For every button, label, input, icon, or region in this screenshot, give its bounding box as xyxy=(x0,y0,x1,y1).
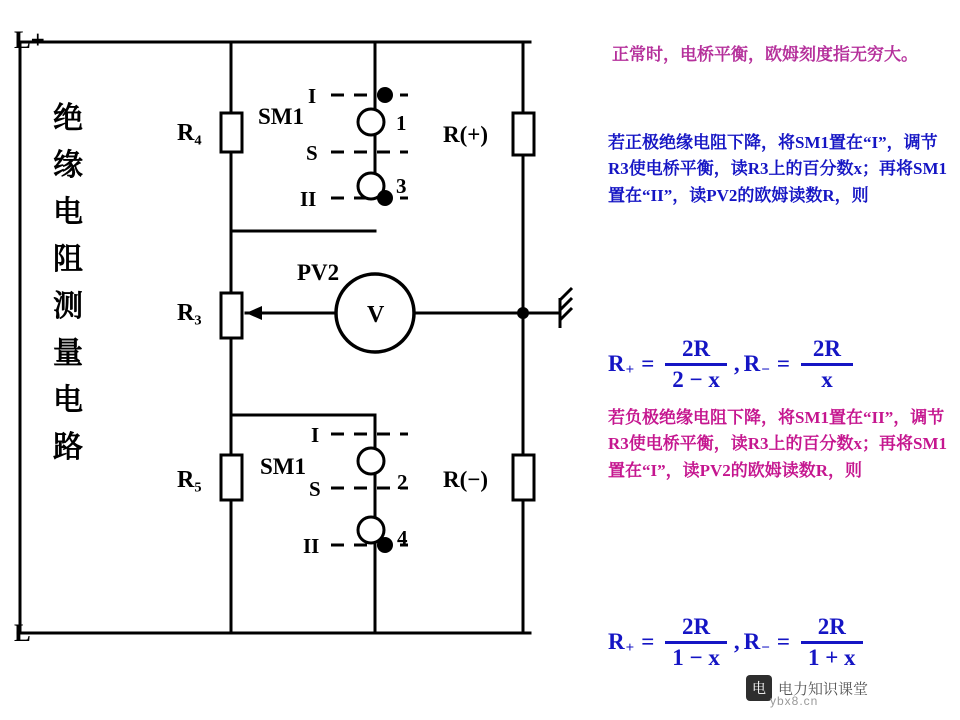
title-char-3: 阻 xyxy=(53,243,83,276)
formula1-equals-left: = xyxy=(641,351,655,377)
formula1-right-term xyxy=(744,336,858,393)
watermark-subtext: ybx8.cn xyxy=(770,694,819,708)
label-switch-top-term3: 3 xyxy=(396,174,407,198)
label-r4: R₄ xyxy=(177,120,202,146)
label-switch-bottom-II: II xyxy=(303,534,320,558)
note-normal-condition: 正常时，电桥平衡，欧姆刻度指无穷大。 xyxy=(612,45,918,64)
switch-bottom-contact-II-dot xyxy=(377,537,393,553)
title-char-5: 量 xyxy=(53,337,83,370)
label-sm1-top: SM1 xyxy=(258,104,304,129)
formula1-left-term xyxy=(608,336,732,393)
formula2-equals-left: = xyxy=(641,629,655,655)
formula2-left-sub: + xyxy=(625,639,635,656)
junction-dot-ground xyxy=(517,307,529,319)
title-char-6: 电 xyxy=(53,384,83,417)
formula1-right-fraction xyxy=(801,336,853,393)
resistor-r-plus xyxy=(513,113,534,155)
formula1-right-denominator: x xyxy=(821,366,833,392)
formula2-right-term xyxy=(744,614,868,671)
formula2-right-numerator: 2R xyxy=(817,614,846,639)
formula-positive-pole xyxy=(608,336,858,393)
formula2-right-symbol: R xyxy=(743,629,761,655)
note-negative-pole: 若负极绝缘电阻下降，将SM1置在“II”，调节R3使电桥平衡，读R3上的百分数x；再将SM1置在“I”，读PV2的欧姆读数R，则 xyxy=(608,408,948,480)
formula1-left-fraction xyxy=(665,336,727,393)
formula1-comma: , xyxy=(733,351,740,377)
title-char-4: 测 xyxy=(53,290,83,323)
switch-top-terminal-1 xyxy=(358,109,384,135)
formula1-left-denominator: 2 − x xyxy=(672,366,720,392)
title-char-7: 路 xyxy=(53,431,83,464)
resistor-r3 xyxy=(221,293,242,338)
formula2-left-term xyxy=(608,614,732,671)
formula1-right-sub: − xyxy=(761,361,770,378)
label-switch-top-I: I xyxy=(308,84,317,108)
formula1-equals-right: = xyxy=(776,351,790,377)
label-switch-bottom-I: I xyxy=(311,423,320,447)
label-switch-bottom-term4: 4 xyxy=(397,526,408,550)
formula2-comma: , xyxy=(733,629,740,655)
label-pv2: PV2 xyxy=(297,260,340,285)
formula1-right-symbol: R xyxy=(743,351,761,377)
switch-top-contact-I-dot xyxy=(377,87,393,103)
label-r3: R₃ xyxy=(177,300,202,326)
formula2-equals-right: = xyxy=(776,629,790,655)
title-char-0: 绝 xyxy=(53,102,83,135)
title-char-1: 缘 xyxy=(53,149,83,182)
resistor-r5 xyxy=(221,455,242,500)
formula2-left-denominator: 1 − x xyxy=(672,644,720,670)
watermark-text: 电力知识课堂 xyxy=(778,680,869,698)
resistor-r-minus xyxy=(513,455,534,500)
formula2-left-symbol: R xyxy=(608,629,625,655)
r3-wiper-arrow xyxy=(246,306,262,320)
label-switch-top-S: S xyxy=(306,141,318,165)
formula1-left-numerator: 2R xyxy=(682,336,711,361)
label-r-plus: R(+) xyxy=(443,122,489,147)
formula2-right-sub: − xyxy=(761,639,770,656)
label-rail-top: L+ xyxy=(14,27,45,54)
label-meter-symbol: V xyxy=(367,302,385,328)
title-char-2: 电 xyxy=(53,196,83,229)
formula2-right-fraction xyxy=(801,614,863,671)
label-switch-top-term1: 1 xyxy=(396,111,407,135)
label-sm1-bottom: SM1 xyxy=(260,454,306,479)
label-switch-top-II: II xyxy=(300,187,317,211)
note-positive-pole: 若正极绝缘电阻下降，将SM1置在“I”，调节R3使电桥平衡，读R3上的百分数x；再将SM1置在“II”，读PV2的欧姆读数R，则 xyxy=(608,133,948,205)
diagram-vertical-title xyxy=(38,95,98,471)
label-r5: R₅ xyxy=(177,467,202,493)
formula1-right-numerator: 2R xyxy=(812,336,842,361)
resistor-r4 xyxy=(221,113,242,152)
label-r-minus: R(−) xyxy=(443,467,489,492)
explanation-panel xyxy=(600,0,960,720)
switch-bottom-terminal-2 xyxy=(358,448,384,474)
watermark-logo-icon: 电 xyxy=(746,675,772,701)
formula1-left-sub: + xyxy=(625,361,635,378)
formula2-left-numerator: 2R xyxy=(682,614,711,639)
label-switch-bottom-term2: 2 xyxy=(397,470,408,494)
formula1-left-symbol: R xyxy=(608,351,625,377)
label-rail-bottom: L− xyxy=(14,620,45,647)
formula2-left-fraction xyxy=(665,614,727,671)
formula-negative-pole xyxy=(608,614,868,671)
switch-top-contact-II-dot xyxy=(377,190,393,206)
formula2-right-denominator: 1 + x xyxy=(807,644,856,670)
label-switch-bottom-S: S xyxy=(309,477,321,501)
ground-symbol xyxy=(560,288,572,328)
